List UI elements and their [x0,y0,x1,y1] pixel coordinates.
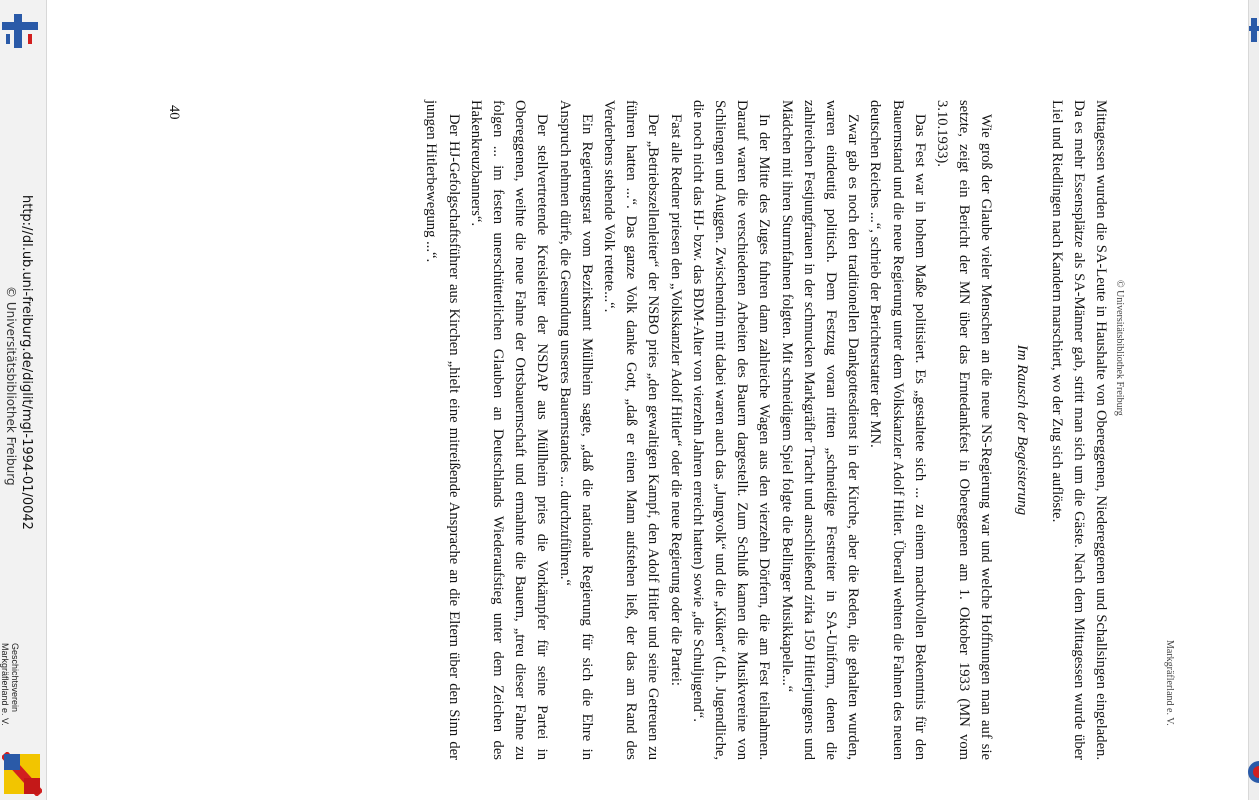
side-text-bottom-right: Markgräflerland e. V. [1164,640,1176,726]
paragraph: In der Mitte des Zuges fuhren dann zahlreiche Wagen aus den vierzehn Dörfern, die am Fest teilnahmen. Darauf waren die verschiedenen Arbeiten des Bauern dargestellt. Zum Schluß kamen die Musikvereine von Schliengen und Auggen. Zwischendrin mit dabei waren auch das „Jungvolk“ und die „Küken“ (d.h. Jugendliche, die noch nicht das HJ- bzw. das BDM-Alter von vierzehn Jahren erreicht hatten) sowie „die Schuljugend“. [689,100,773,760]
document-page [420,100,1112,760]
paragraph: Der „Betriebszellenleiter“ der NSBO pries „den gewaltigen Kampf, den Adolf Hitler und seine Getreuen zu führen hatten ...“. Das ganze Volk danke Gott, „daß er einen Mann aufstehen ließ, der das am Rand des Verderbens stehende Volk rettete...“. [600,100,662,760]
university-logo-icon-right [1249,18,1259,42]
section-heading: Im Rausch der Begeisterung [1014,344,1031,516]
paragraph: Der stellvertretende Kreisleiter der NSDAP aus Müllheim pries die Vorkämpfer für seine Partei in Obereggenen, weihte die neue Fahne der Ortsbauernschaft und ermahnte die Bauern, „treu dieser Fahne zu folgen ... im festen unerschütterlichen Glauben an Deutschlands Wiederaufstieg unter dem Zeichen des Hakenkreuzbanners“. [467,100,551,760]
publisher-line-1: Geschichtsverein [10,643,20,713]
paragraph: Fast alle Redner priesen den „Volkskanzler Adolf Hitler“ oder die neue Regierung oder die Partei: [667,114,684,686]
coat-of-arms-icon [2,752,42,796]
page-number: 40 [166,105,182,120]
side-text-top-right: © Universitätsbibliothek Freiburg [1114,280,1126,416]
paragraph: Mittagessen wurden die SA-Leute in Haushalte von Obereggenen, Niedereggenen und Schallsingen eingeladen. Da es mehr Essensplätze als SA-Männer gab, stritt man sich um die Gäste. Nach dem Mittagessen wurde über Liel und Riedlingen nach Kandern marschiert, wo der Zug sich auflöste. [1048,100,1109,760]
round-logo-icon [1247,754,1259,790]
paragraph: Der HJ-Gefolgschaftsführer aus Kirchen „hielt eine mitreißende Ansprache an die Eltern über den Sinn der jungen Hitlerbewegung ...“. [423,100,462,760]
viewer-right-margin [1248,0,1259,800]
publisher-line-2: Markgräflerland e. V. [0,643,10,726]
paragraph: Ein Regierungsrat vom Bezirksamt Müllheim sagte, „daß die nationale Regierung für sich die Ehre in Anspruch nehmen dürfe, die Gesundung unseres Bauernstandes ... durchzuführen.“ [556,100,595,760]
paragraph: Zwar gab es noch den traditionellen Dankgottesdienst in der Kirche, aber die Reden, die gehalten wurden, waren eindeutig politisch. Dem Festzug voran ritten „schneidige Festreiter in SA-Uniform, denen die zahlreichen Festjungfrauen in der schmucken Markgräfler Tracht und anschließend zirka 150 Hitlerjungens und Mädchen mit ihren Sturmfahnen folgten. Mit schneidigem Spiel folgte die Bellinger Musikkapelle...“ [778,100,862,760]
copyright-notice: © Universitätsbibliothek Freiburg [4,286,18,486]
university-logo-icon [2,14,38,48]
paragraph: Wie groß der Glaube vieler Menschen an die neue NS-Regierung war und welche Hoffnungen man auf sie setzte, zeigt ein Bericht der MN über das Erntedankfest in Obereggenen am 1. Oktober 1933 (MN vom 3.10.1933). [933,100,995,760]
paragraph: Das Fest war in hohem Maße politisiert. Es „gestaltete sich ... zu einem machtvollen Bekenntnis für den Bauernstand und die neue Regierung unter dem Volkskanzler Adolf Hitler. Überall wehten die Fahnen des neuen deutschen Reiches ...“, schrieb der Berichterstatter der MN. [867,100,928,760]
document-url[interactable]: http://dl.ub.uni-freiburg.de/diglit/mgl-1994-01/0042 [19,195,34,530]
